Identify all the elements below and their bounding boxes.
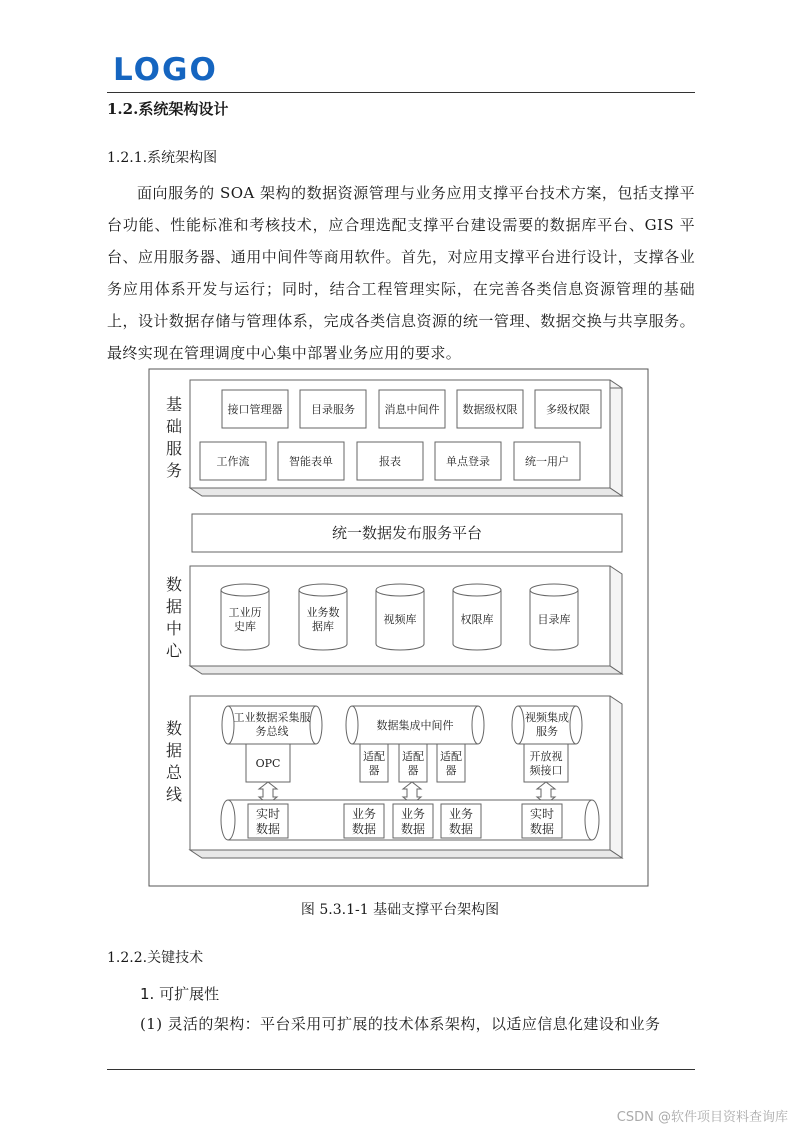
database-label: 权限库: [460, 613, 494, 626]
bus-data-label: 数据: [529, 822, 555, 836]
service-label: 接口管理器: [227, 403, 283, 416]
bus-top-pipe-video: [512, 706, 582, 744]
basic-services-row1: [222, 390, 601, 428]
bus-data-label: 数据: [400, 822, 426, 836]
layer-label-char: 中: [165, 619, 183, 638]
layer-label-char: 据: [165, 741, 183, 760]
database-label: 视频库: [383, 613, 417, 626]
body-paragraph: [107, 177, 695, 369]
adapter-label: 器: [407, 764, 419, 777]
logo: LOGO: [113, 52, 218, 88]
bus-data-label: 实时: [255, 807, 281, 821]
layer-label-char: 心: [165, 641, 183, 660]
bus-data-label: 业务: [351, 807, 377, 821]
layer-label-bus: [166, 719, 183, 804]
adapter-label: 适配: [363, 750, 385, 763]
layer-label-char: 基: [165, 395, 183, 414]
layer-label-char: 线: [165, 785, 183, 804]
service-label: 单点登录: [446, 455, 490, 468]
bus-data-label: 数据: [255, 822, 281, 836]
database-cylinder: [221, 584, 269, 650]
adapter-label: 器: [445, 764, 457, 777]
bus-data-label: 实时: [529, 807, 555, 821]
service-label: 工作流: [216, 455, 250, 468]
figure-caption: 图 5.3.1-1 基础支撑平台架构图: [300, 902, 500, 918]
adapter-label: 器: [368, 764, 380, 777]
adapter-label: 适配: [440, 750, 462, 763]
service-label: 数据级权限: [462, 403, 518, 416]
layer-label-char: 础: [165, 417, 183, 436]
service-label: 消息中间件: [384, 403, 440, 416]
layer-label-char: 数: [165, 575, 183, 594]
layer-label-center: [166, 575, 183, 660]
paragraph-text: 面向服务的 SOA 架构的数据资源管理与业务应用支撑平台技术方案，包括支撑平台功能、性能标准和考核技术，应合理选配支撑平台建设需要的数据库平台、GIS 平台、应用服务器、通用中间件等商用软件。首先，对应用支撑平台进行设计，支撑各业务应用体系开发与运行；同时，结合工程管理实际，在完善各类信息资源管理的基础上，设计数据存储与管理体系，完成各类信息资源的统一管理、数据交换与共享服务。最终实现在管理调度中心集中部署业务应用的要求。: [107, 184, 695, 362]
architecture-diagram: [148, 368, 650, 888]
service-label: 智能表单: [289, 455, 333, 468]
layer-label-char: 务: [165, 461, 183, 480]
layer-label-char: 服: [165, 439, 183, 458]
platform-label: 统一数据发布服务平台: [331, 524, 483, 542]
layer-label-basic: [166, 395, 182, 480]
adapter-boxes: [360, 744, 465, 782]
bus-top3-line1: 视频集成: [525, 711, 569, 724]
bus-data-label: 数据: [351, 822, 377, 836]
bus-top-pipe-integration: [346, 706, 484, 744]
database-label: 史库: [234, 620, 256, 633]
database-label: 工业历: [228, 606, 262, 619]
database-label: 据库: [312, 620, 334, 633]
video-iface-line1: 开放视: [529, 750, 563, 763]
service-label: 报表: [379, 455, 401, 468]
header-rule: [107, 92, 695, 93]
bus-top2-label: 数据集成中间件: [376, 719, 454, 732]
database-label: 目录库: [537, 613, 571, 626]
bus-top3-line2: 服务: [536, 725, 558, 738]
service-label: 多级权限: [546, 403, 590, 416]
adapter-label: 适配: [402, 750, 424, 763]
bus-top1-line2: 务总线: [255, 725, 289, 738]
bus-data-label: 数据: [448, 822, 474, 836]
database-cylinder: [530, 584, 578, 650]
layer-label-char: 数: [165, 719, 183, 738]
database-label: 业务数: [306, 606, 340, 619]
basic-services-row2: [200, 442, 580, 480]
subsection-heading-architecture: 1.2.1.系统架构图: [107, 150, 218, 166]
section-heading: 1.2.系统架构设计: [107, 100, 229, 118]
bus-data-label: 业务: [448, 807, 474, 821]
bus-data-label: 业务: [400, 807, 426, 821]
database-cylinder: [376, 584, 424, 650]
layer-label-char: 总: [165, 763, 183, 782]
footer-rule: [107, 1069, 695, 1070]
service-label: 统一用户: [525, 455, 569, 468]
subsection-heading-keytech: 1.2.2.关键技术: [107, 950, 204, 966]
service-label: 目录服务: [311, 403, 355, 416]
database-cylinder: [453, 584, 501, 650]
list-item-flexible-architecture: (1) 灵活的架构：平台采用可扩展的技术体系架构，以适应信息化建设和业务: [140, 1015, 661, 1033]
database-cylinder: [299, 584, 347, 650]
layer-label-char: 据: [165, 597, 183, 616]
bus-top-pipe-industrial: [222, 706, 322, 744]
bus-top1-line1: 工业数据采集服: [233, 711, 311, 724]
video-iface-line2: 频接口: [529, 764, 563, 777]
opc-label: OPC: [255, 757, 281, 770]
watermark: CSDN @软件项目资料查询库: [616, 1110, 788, 1125]
list-item-scalability: 1. 可扩展性: [140, 985, 220, 1003]
